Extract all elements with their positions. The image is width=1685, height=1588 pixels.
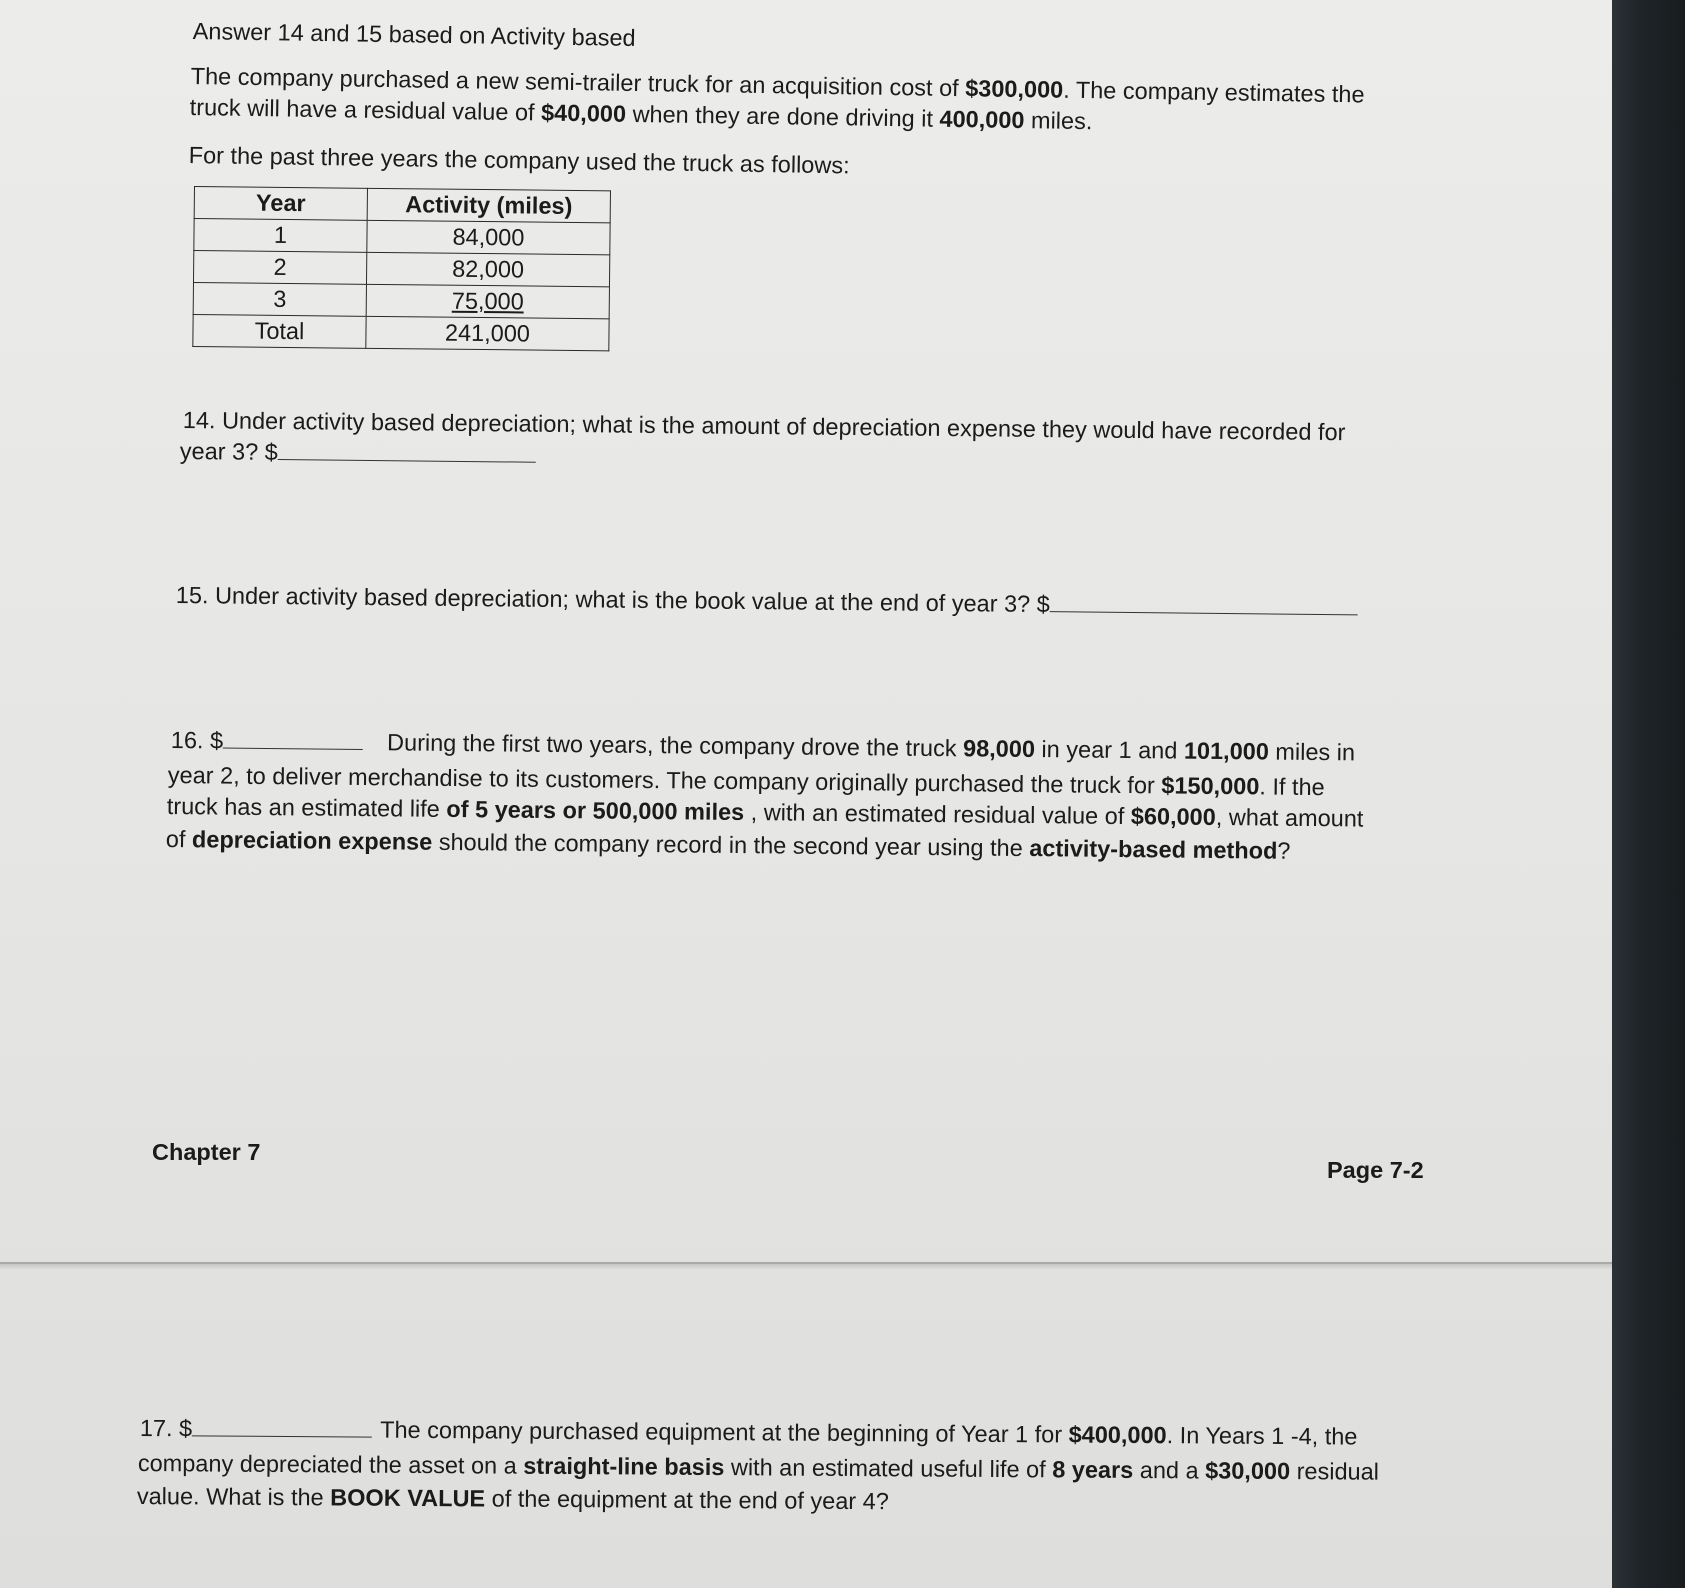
intro-line-3: For the past three years the company used the truck as follows: [188, 141, 850, 179]
instruction-heading: Answer 14 and 15 based on Activity based [192, 17, 636, 51]
answer-blank-16[interactable] [223, 726, 363, 750]
answer-blank-17[interactable] [192, 1413, 372, 1437]
question-17-line-2: company depreciated the asset on a straight-line basis with an estimated useful life of 8 years and a $30,000 residual [137, 1450, 1380, 1485]
table-header-year: Year [194, 187, 367, 221]
table-header-activity: Activity (miles) [367, 188, 610, 223]
table-cell-miles: 84,000 [367, 220, 610, 255]
table-row [194, 219, 610, 255]
question-15: 15. Under activity based depreciation; what is the book value at the end of year 3? $ [176, 580, 1358, 623]
question-14-line-1: 14. Under activity based depreciation; what is the amount of depreciation expense they would have recorded for [182, 406, 1346, 446]
table-header-row [194, 187, 610, 223]
chapter-label: Chapter 7 [152, 1139, 261, 1165]
question-17-line-1: 17. $ The company purchased equipment at the beginning of Year 1 for $400,000. In Years 1 -4, the [139, 1415, 1358, 1450]
intro-line-2: truck will have a residual value of $40,000 when they are done driving it 400,000 miles. [189, 93, 1093, 135]
table-cell-year: 3 [193, 282, 366, 316]
table-cell-miles: 75,000 [366, 284, 609, 319]
answer-blank-14[interactable] [278, 437, 536, 463]
question-16-line-1: 16. $ During the first two years, the company drove the truck 98,000 in year 1 and 101,000 miles in [170, 726, 1356, 766]
table-total-row [193, 314, 609, 350]
question-16-line-4: of depreciation expense should the company record in the second year using the activity-based method? [165, 825, 1291, 864]
question-14-line-2: year 3? $ [180, 436, 536, 471]
table-cell-miles: 82,000 [366, 252, 609, 287]
question-16-line-3: truck has an estimated life of 5 years or 500,000 miles , with an estimated residual value of $60,000, what amount [166, 792, 1364, 832]
table-row [193, 282, 609, 318]
table-cell-year: Total [193, 314, 366, 348]
table-cell-miles: 241,000 [366, 316, 609, 351]
page-number: Page 7-2 [1327, 1157, 1424, 1183]
answer-blank-15[interactable] [1050, 589, 1358, 615]
page-divider-shadow [0, 1264, 1612, 1270]
background-edge [1612, 0, 1685, 1588]
intro-line-1: The company purchased a new semi-trailer truck for an acquisition cost of $300,000. The company estimates the [190, 62, 1365, 108]
table-cell-year: 2 [193, 251, 366, 285]
activity-table [192, 186, 611, 351]
question-17-line-3: value. What is the BOOK VALUE of the equipment at the end of year 4? [136, 1483, 889, 1515]
table-cell-year: 1 [194, 219, 367, 253]
table-row [193, 251, 609, 287]
question-16-line-2: year 2, to deliver merchandise to its customers. The company originally purchased the truck for $150,000. If the [167, 761, 1325, 801]
